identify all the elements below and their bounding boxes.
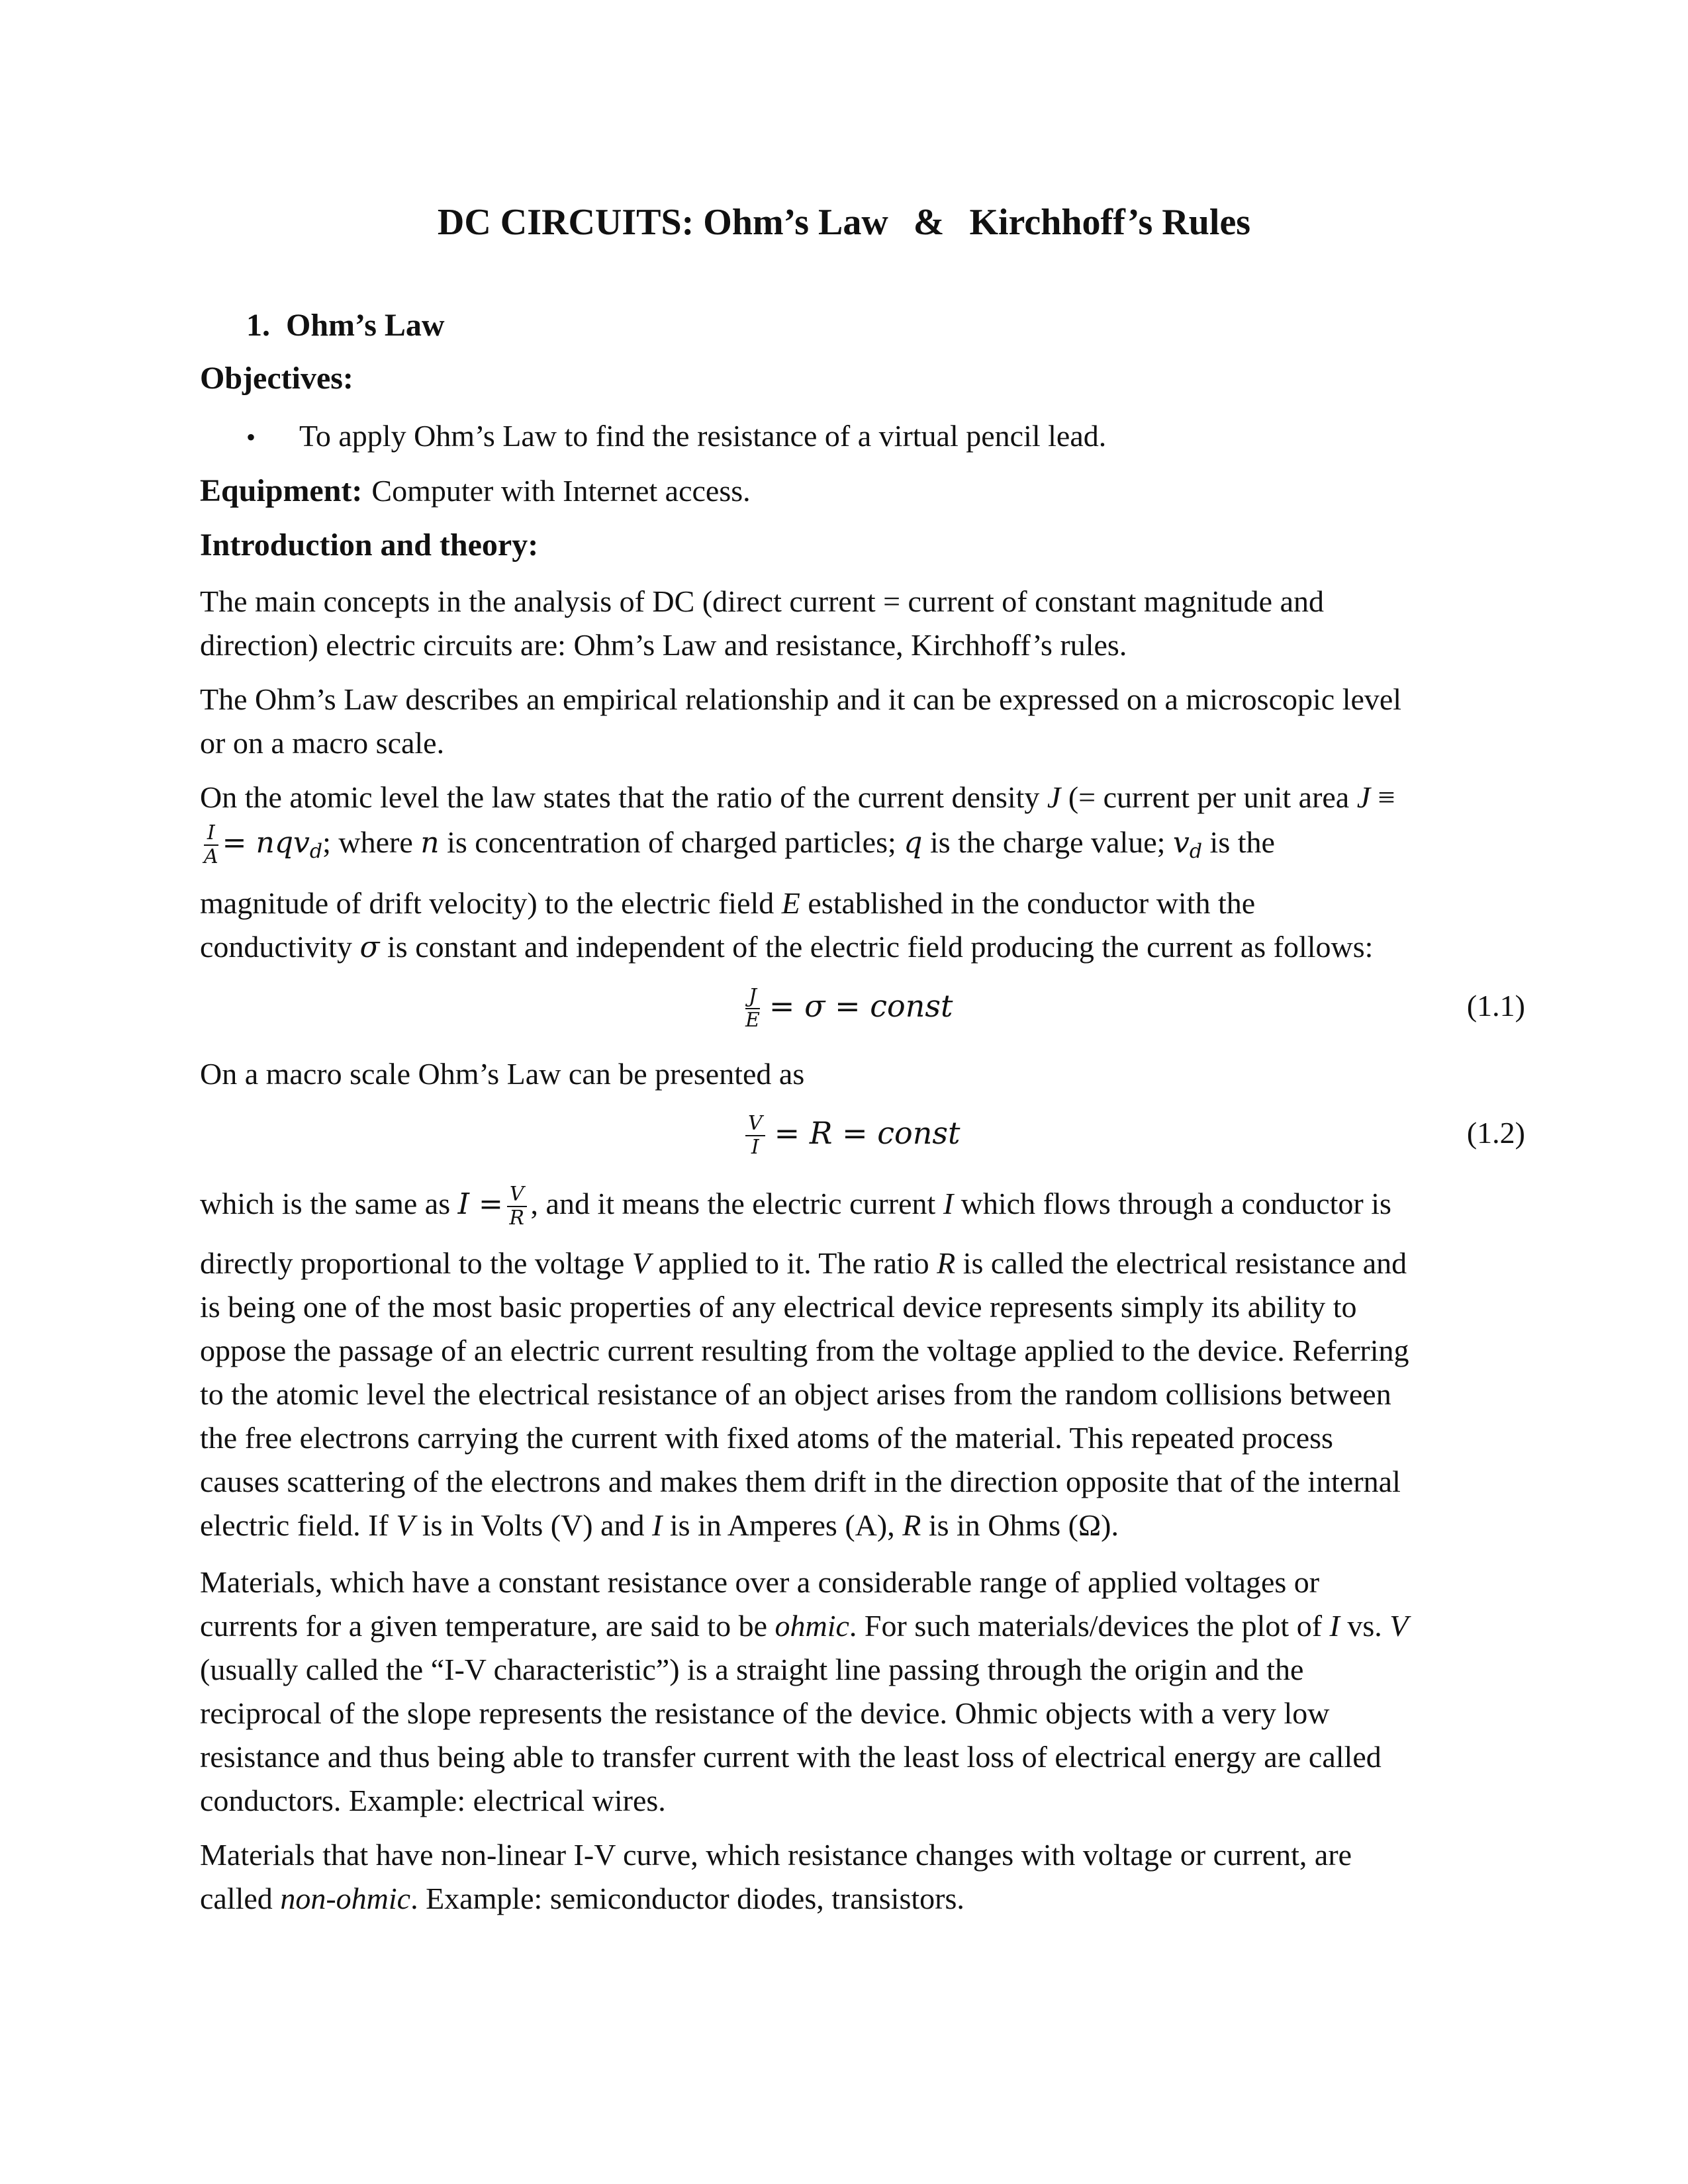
equipment-line (200, 470, 751, 512)
equation-1-1 (741, 979, 953, 1032)
p3-where: ; where (322, 825, 413, 859)
symbol-vd (1172, 826, 1203, 863)
eq2-numerator: V (745, 1113, 765, 1136)
section-number: 1. (246, 308, 270, 343)
fraction-I-over-A (204, 822, 218, 868)
p6-line3: (usually called the “I-V characteristic”) is a straight line passing through the origin and the (200, 1653, 1304, 1686)
p5-text-a: which is the same as (200, 1187, 451, 1220)
p6-line4: reciprocal of the slope represents the resistance of the device. Ohmic objects with a very low (200, 1696, 1330, 1730)
formula-nqvd (222, 826, 323, 863)
formula-nqv: = nqv (222, 826, 310, 860)
objectives-label: Objectives: (200, 361, 353, 396)
equation-1-2 (741, 1107, 960, 1160)
p5-line3: is being one of the most basic properties of any electrical device represents simply its ability to (200, 1290, 1357, 1324)
p5-text-c: which flows through a conductor is (961, 1187, 1391, 1220)
paragraph-5-rest (200, 1242, 1524, 1547)
p3-text-h: conductivity (200, 930, 352, 964)
p5-line4: oppose the passage of an electric current resulting from the voltage applied to the device. Referring (200, 1334, 1409, 1367)
fraction-V-over-I (745, 1113, 765, 1159)
p6-line5: resistance and thus being able to transfer current with the least loss of electrical energy are called (200, 1740, 1382, 1774)
p5-line7: causes scattering of the electrons and makes them drift in the direction opposite that of the internal (200, 1465, 1401, 1498)
p5-line8-b: is in Volts (V) and (422, 1508, 645, 1542)
symbol-J: J (1047, 780, 1061, 814)
p3-text-e: is the (1209, 825, 1275, 859)
p7-line2-b: . Example: semiconductor diodes, transistors. (410, 1882, 964, 1915)
eq2-rhs: = R = const (774, 1115, 961, 1151)
eq2-denominator: I (751, 1136, 759, 1159)
subscript-d: d (309, 840, 323, 863)
paragraph-3-line1 (200, 776, 1524, 819)
p7-line1: Materials that have non-linear I-V curve, which resistance changes with voltage or current, are (200, 1838, 1352, 1872)
symbol-V-2: V (396, 1508, 415, 1542)
paragraph-3-rest (200, 882, 1524, 970)
p5-fraction-numerator: V (507, 1183, 527, 1207)
symbol-E: E (781, 886, 800, 920)
symbol-sigma: σ (359, 931, 380, 964)
objective-item (246, 415, 1106, 459)
p5-fraction-denominator: R (509, 1206, 524, 1230)
p6-line1: Materials, which have a constant resistance over a considerable range of applied voltages or (200, 1565, 1320, 1599)
p2-line1: The Ohm’s Law describes an empirical relationship and it can be expressed on a microscopic level (200, 682, 1402, 716)
equipment-text: Computer with Internet access. (371, 474, 751, 508)
section-heading (246, 304, 445, 347)
paragraph-2 (200, 678, 1524, 765)
p3-text-i: is constant and independent of the electric field producing the current as follows: (387, 930, 1374, 964)
symbol-J-2: J (1356, 780, 1371, 814)
paragraph-4: On a macro scale Ohm’s Law can be presented as (200, 1057, 805, 1091)
symbol-n: n (420, 826, 440, 860)
document-title (0, 199, 1688, 246)
symbol-V: V (632, 1246, 651, 1280)
eq1-rhs: = σ = const (769, 988, 953, 1024)
symbol-I: I (943, 1187, 954, 1220)
symbol-V-3: V (1389, 1609, 1409, 1643)
formula-I-equals: I = (457, 1187, 503, 1221)
p6-line2-a: currents for a given temperature, are said to be (200, 1609, 767, 1643)
paragraph-1 (200, 580, 1524, 667)
p1-line1: The main concepts in the analysis of DC (direct current = current of constant magnitude and (200, 584, 1325, 618)
equation-1-2-label: (1.2) (1466, 1116, 1525, 1150)
p2-line2: or on a macro scale. (200, 726, 445, 760)
p3-equiv-sign: ≡ (1378, 780, 1395, 814)
p3-text-a: On the atomic level the law states that the ratio of the current density (200, 780, 1040, 814)
p6-line6: conductors. Example: electrical wires. (200, 1784, 666, 1817)
paragraph-5-line1 (200, 1182, 1524, 1230)
section-title: Ohm’s Law (286, 308, 445, 343)
bullet-icon: • (246, 422, 256, 452)
p5-line8-d: is in Ohms (Ω). (928, 1508, 1119, 1542)
term-ohmic: ohmic (774, 1609, 849, 1643)
fraction-denominator: A (204, 845, 218, 869)
symbol-I-3: I (1329, 1609, 1340, 1643)
symbol-R-2: R (902, 1508, 921, 1542)
subscript-d-2: d (1189, 840, 1203, 863)
symbol-v: v (1172, 826, 1190, 860)
p3-text-d: is the charge value; (929, 825, 1166, 859)
symbol-I-2: I (652, 1508, 663, 1542)
eq1-denominator: E (745, 1009, 760, 1032)
p3-text-f: magnitude of drift velocity) to the electric field (200, 886, 774, 920)
p5-text-f: is called the electrical resistance and (962, 1246, 1407, 1280)
symbol-R: R (937, 1246, 956, 1280)
fraction-J-over-E (745, 985, 760, 1032)
p5-line8-a: electric field. If (200, 1508, 389, 1542)
p3-text-b: (= current per unit area (1068, 780, 1350, 814)
title-part1: DC CIRCUITS: Ohm’s Law (437, 202, 888, 243)
paragraph-6 (200, 1561, 1524, 1823)
p3-text-g: established in the conductor with the (808, 886, 1256, 920)
p5-text-e: applied to it. The ratio (658, 1246, 929, 1280)
p5-text-d: directly proportional to the voltage (200, 1246, 625, 1280)
p5-line6: the free electrons carrying the current with fixed atoms of the material. This repeated process (200, 1421, 1333, 1455)
eq1-numerator: J (745, 985, 760, 1009)
p7-line2-a: called (200, 1882, 273, 1915)
p5-line8-c: is in Amperes (A), (669, 1508, 895, 1542)
fraction-V-over-R (507, 1183, 527, 1230)
objective-text: To apply Ohm’s Law to find the resistance of a virtual pencil lead. (299, 419, 1107, 453)
paragraph-3-line2 (200, 821, 1524, 874)
p1-line2: direction) electric circuits are: Ohm’s Law and resistance, Kirchhoff’s rules. (200, 628, 1127, 662)
paragraph-7 (200, 1833, 1524, 1921)
intro-label: Introduction and theory: (200, 527, 539, 563)
equipment-label: Equipment: (200, 473, 363, 508)
p6-vs: vs. (1347, 1609, 1382, 1643)
p5-text-b: , and it means the electric current (530, 1187, 936, 1220)
term-non-ohmic: non-ohmic (280, 1882, 411, 1915)
p5-line5: to the atomic level the electrical resistance of an object arises from the random collisions between (200, 1377, 1391, 1411)
equation-1-1-label: (1.1) (1466, 989, 1525, 1023)
p3-text-c: is concentration of charged particles; (447, 825, 896, 859)
fraction-numerator: I (204, 822, 218, 846)
p6-line2-b: . For such materials/devices the plot of (849, 1609, 1323, 1643)
title-part2: Kirchhoff’s Rules (969, 202, 1251, 243)
symbol-q: q (904, 826, 923, 860)
title-ampersand: & (913, 202, 945, 243)
